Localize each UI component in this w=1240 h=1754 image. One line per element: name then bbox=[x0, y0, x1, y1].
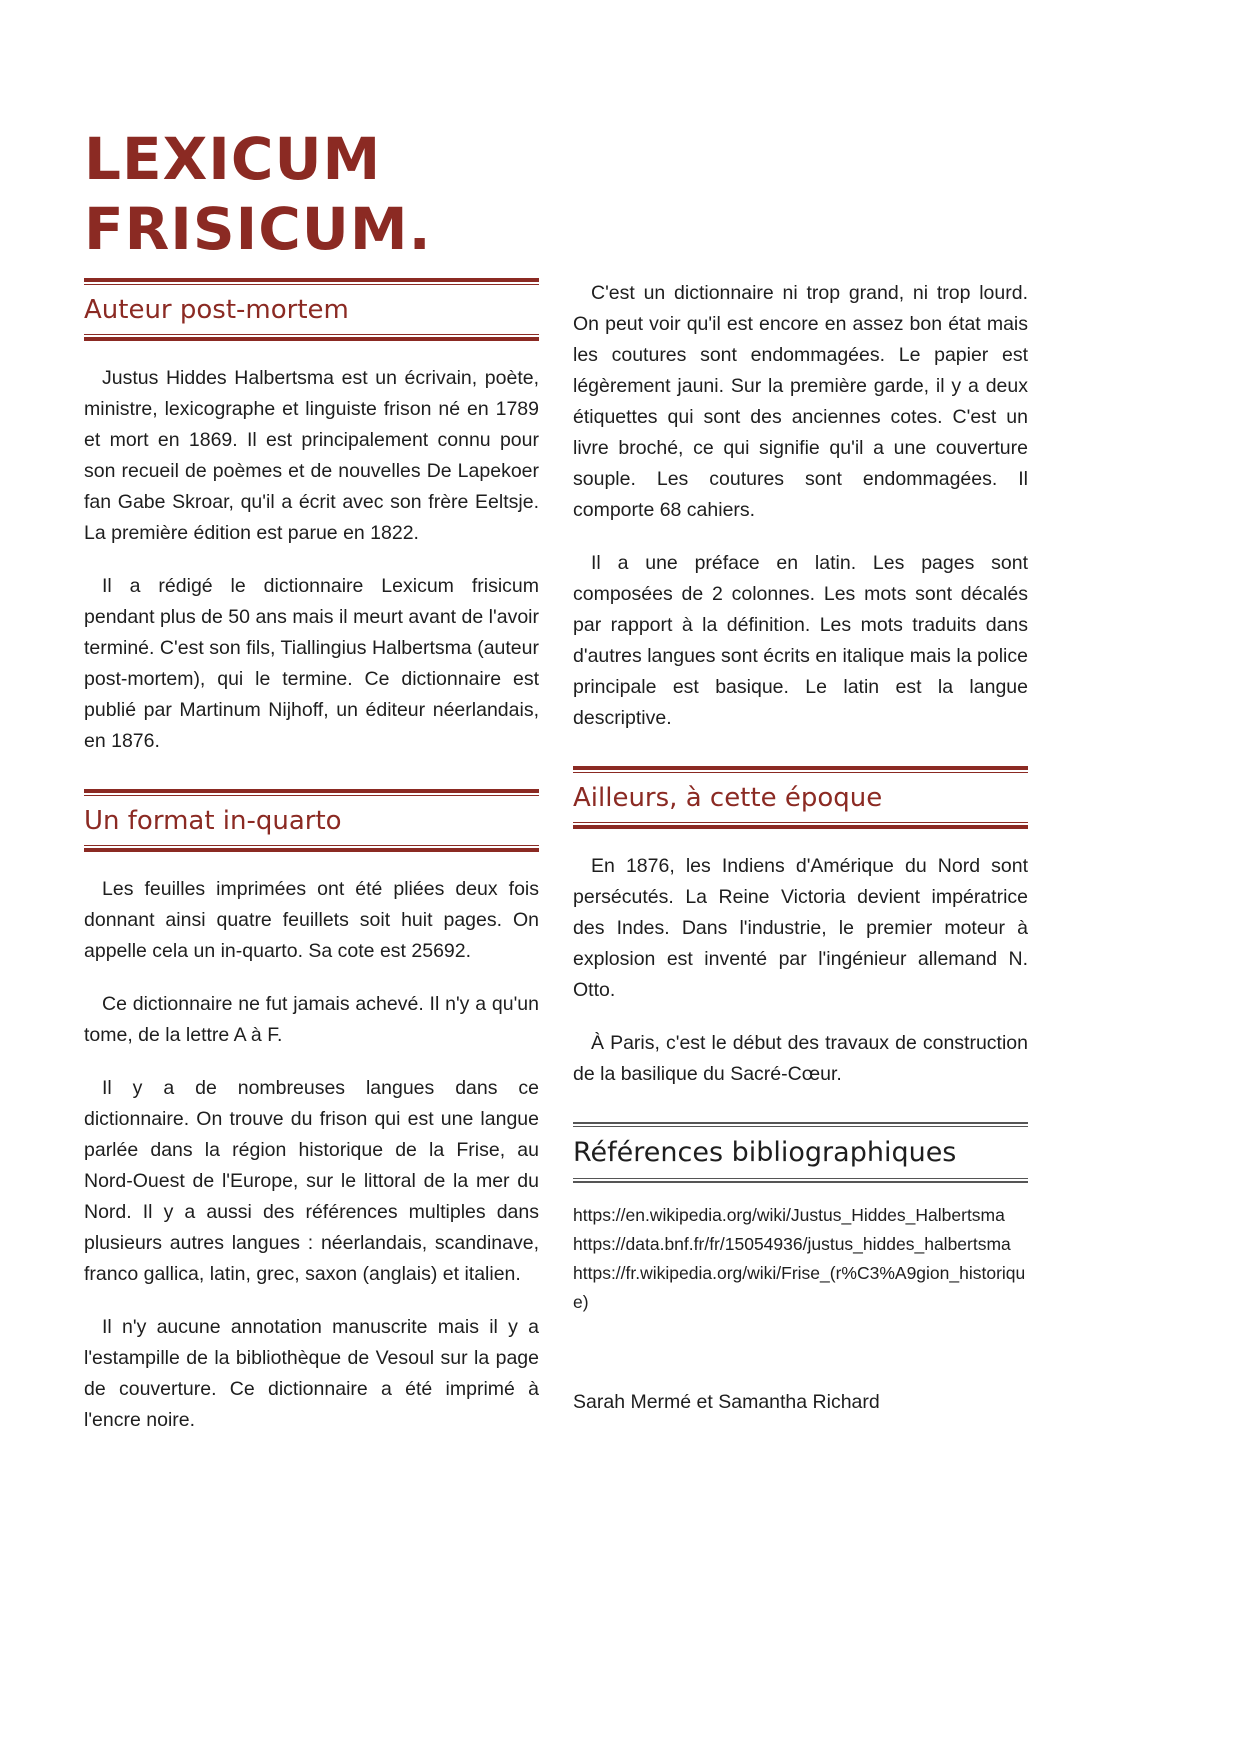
heading-rule-top bbox=[84, 789, 539, 796]
paragraph-layout: Il a une préface en latin. Les pages sont composées de 2 colonnes. Les mots sont décalés par rapport à la définition. Les mots traduits dans d'autres langues sont écrits en italique mais la police principale est basique. Le latin est la langue descriptive. bbox=[573, 552, 1028, 729]
section-heading-format: Un format in-quarto bbox=[84, 806, 342, 836]
reference-link-wikipedia-fr[interactable]: https://fr.wikipedia.org/wiki/Frise_(r%C3%A9gion_historique) bbox=[573, 1263, 1026, 1312]
heading-rule-bottom bbox=[573, 822, 1028, 829]
section-ailleurs bbox=[573, 766, 1028, 1090]
heading-rule-bottom bbox=[84, 845, 539, 852]
section-heading-references: Références bibliographiques bbox=[573, 1137, 957, 1168]
heading-rule-bottom bbox=[573, 1178, 1028, 1183]
paragraph-halbertsma-bio: Justus Hiddes Halbertsma est un écrivain, poète, ministre, lexicographe et linguiste frison né en 1789 et mort en 1869. Il est principalement connu pour son recueil de poèmes et de nouvelles De Lapekoer fan Gabe Skroar, qu'il a écrit avec son frère Eeltsje. La première édition est parue en 1822. bbox=[84, 367, 539, 544]
left-column bbox=[84, 278, 539, 1458]
section-heading-auteur: Auteur post-mortem bbox=[84, 295, 349, 325]
right-column bbox=[573, 278, 1028, 1417]
section-format bbox=[84, 789, 539, 1436]
paragraph-condition: C'est un dictionnaire ni trop grand, ni trop lourd. On peut voir qu'il est encore en assez bon état mais les coutures sont endommagées. Le papier est légèrement jauni. Sur la première garde, il y a deux étiquettes qui sont des anciennes cotes. C'est un livre broché, ce qui signifie qu'il a une couverture souple. Les coutures sont endommagées. Il comporte 68 cahiers. bbox=[573, 282, 1028, 521]
section-heading-block bbox=[84, 278, 539, 341]
page-title bbox=[84, 124, 432, 264]
paragraph-1876-events: En 1876, les Indiens d'Amérique du Nord sont persécutés. La Reine Victoria devient impératrice des Indes. Dans l'industrie, le premier moteur à explosion est inventé par l'ingénieur allemand N. Otto. bbox=[573, 855, 1028, 1001]
section-heading-ailleurs: Ailleurs, à cette époque bbox=[573, 783, 883, 813]
title-line-2: FRISICUM. bbox=[84, 195, 432, 263]
section-heading-block bbox=[573, 1122, 1028, 1183]
heading-rule-top bbox=[84, 278, 539, 285]
reference-link-wikipedia-en[interactable]: https://en.wikipedia.org/wiki/Justus_Hiddes_Halbertsma bbox=[573, 1205, 1005, 1225]
title-line-1: LEXICUM bbox=[84, 125, 382, 193]
reference-list bbox=[573, 1201, 1028, 1317]
reference-link-bnf[interactable]: https://data.bnf.fr/fr/15054936/justus_hiddes_halbertsma bbox=[573, 1234, 1011, 1254]
paragraph-in-quarto: Les feuilles imprimées ont été pliées deux fois donnant ainsi quatre feuillets soit huit pages. On appelle cela un in-quarto. Sa cote est 25692. bbox=[84, 878, 539, 962]
heading-rule-top bbox=[573, 766, 1028, 773]
heading-rule-bottom bbox=[84, 334, 539, 341]
paragraph-annotations: Il n'y aucune annotation manuscrite mais il y a l'estampille de la bibliothèque de Vesoul sur la page de couverture. Ce dictionnaire a été imprimé à l'encre noire. bbox=[84, 1316, 539, 1431]
section-references bbox=[573, 1122, 1028, 1317]
section-auteur bbox=[84, 278, 539, 757]
paragraph-lexicum-history: Il a rédigé le dictionnaire Lexicum frisicum pendant plus de 50 ans mais il meurt avant de l'avoir terminé. C'est son fils, Tiallingius Halbertsma (auteur post-mortem), qui le termine. Ce dictionnaire est publié par Martinum Nijhoff, un éditeur néerlandais, en 1876. bbox=[84, 575, 539, 752]
section-heading-block bbox=[573, 766, 1028, 829]
paragraph-languages: Il y a de nombreuses langues dans ce dictionnaire. On trouve du frison qui est une langue parlée dans la région historique de la Frise, au Nord-Ouest de l'Europe, sur le littoral de la mer du Nord. Il y a aussi des références multiples dans plusieurs autres langues : néerlandais, scandinave, franco gallica, latin, grec, saxon (anglais) et italien. bbox=[84, 1077, 539, 1285]
paragraph-single-volume: Ce dictionnaire ne fut jamais achevé. Il n'y a qu'un tome, de la lettre A à F. bbox=[84, 993, 539, 1046]
section-heading-block bbox=[84, 789, 539, 852]
paragraph-sacre-coeur: À Paris, c'est le début des travaux de construction de la basilique du Sacré-Cœur. bbox=[573, 1032, 1028, 1085]
authors-credit: Sarah Mermé et Samantha Richard bbox=[573, 1391, 880, 1413]
